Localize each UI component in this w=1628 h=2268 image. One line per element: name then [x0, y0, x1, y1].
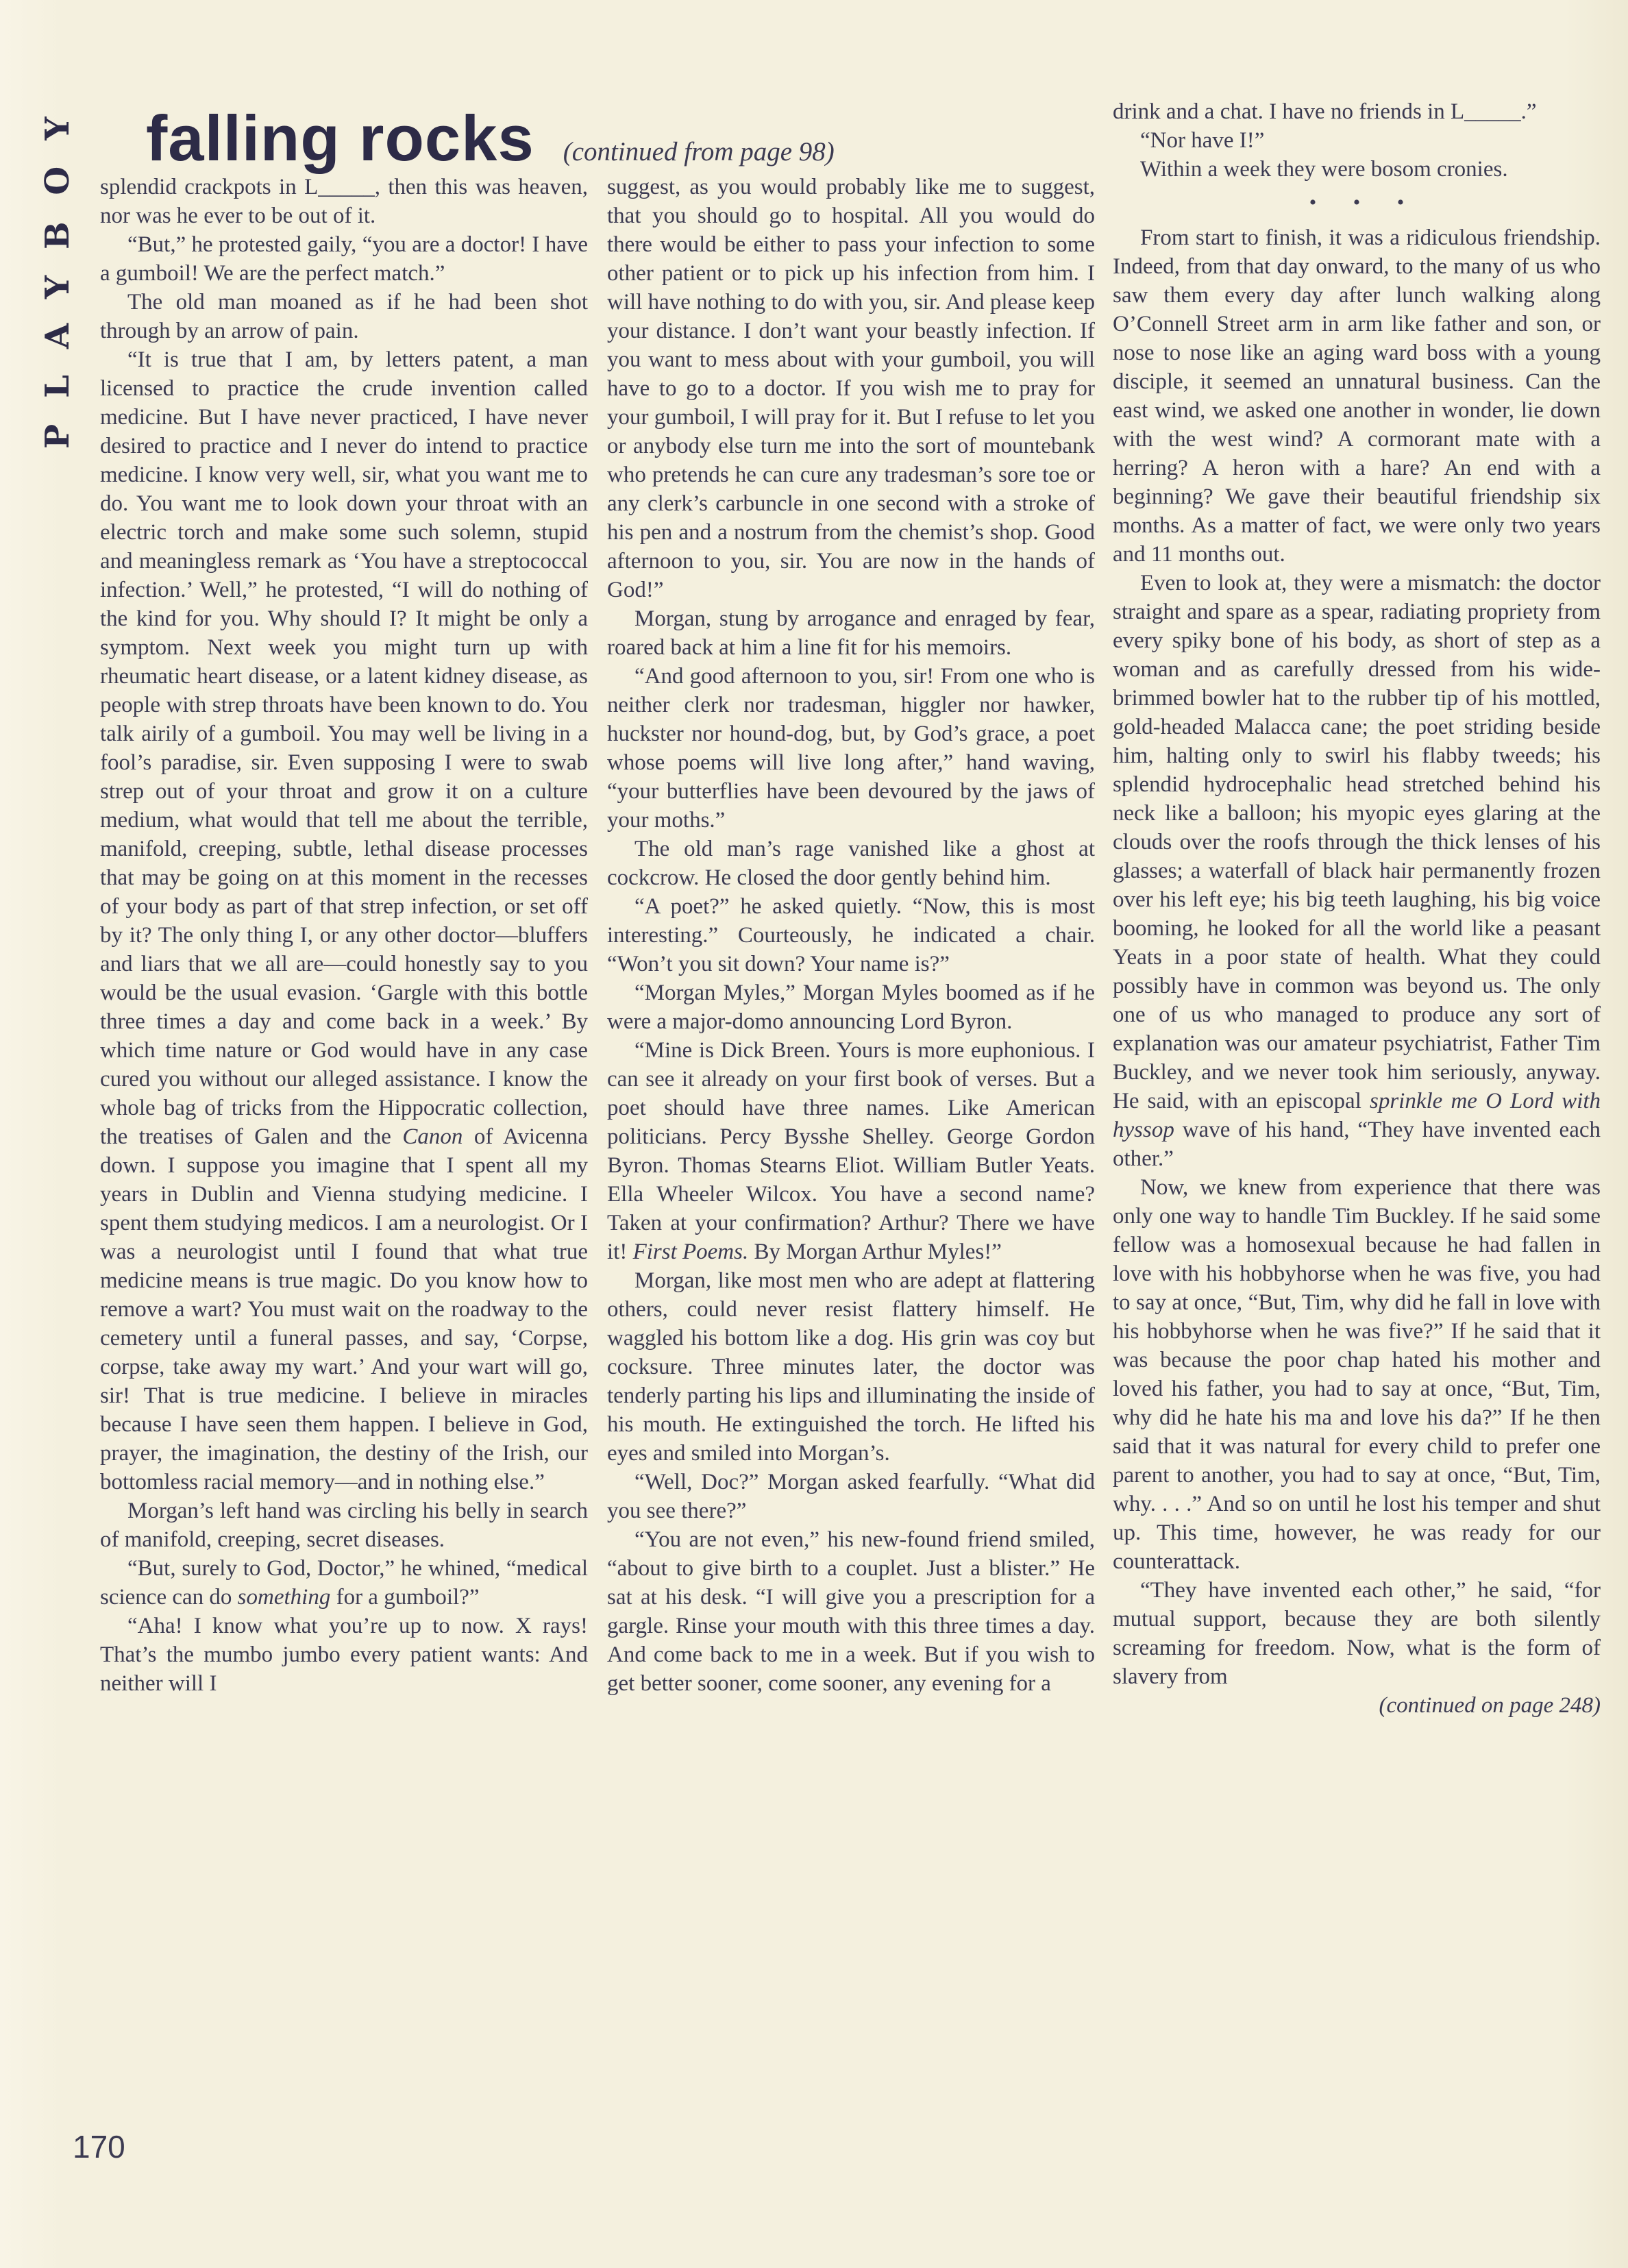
paragraph: “Well, Doc?” Morgan asked fearfully. “What did you see there?” — [607, 1470, 1095, 1523]
continued-on-note: (continued on page 248) — [1379, 1693, 1601, 1718]
paragraph: “But,” he protested gaily, “you are a doctor! I have a gumboil! We are the perfect match.” — [100, 232, 588, 286]
paragraph: “You are not even,” his new-found friend smiled, “about to give birth to a couplet. Just a blister.” He sat at his desk. “I will give you a prescription for a gargle. Rinse your mouth with this three times a day. And come back to me in a week. But if you wish to get better sooner, come sooner, any evening for a — [607, 1527, 1095, 1696]
article-title: falling rocks — [146, 102, 534, 174]
text-column-3 — [1113, 97, 1601, 1720]
paragraph: Within a week they were bosom cronies. — [1140, 157, 1508, 182]
section-separator: • • • — [1309, 191, 1405, 214]
paragraph: Even to look at, they were a mismatch: the doctor straight and spare as a spear, radiating propriety from every spiky bone of his body, as short of step as a woman and as carefully dressed from his wide-brimmed bowler hat to the rubber tip of his mottled, gold-headed Malacca cane; the poet striding beside him, halting only to swirl his flabby tweeds; his splendid hydrocephalic head stretched behind his neck like a balloon; his myopic eyes glaring at the clouds over the roofs through the thick lenses of his glasses; a waterfall of black hair permanently frozen over his left eye; his big teeth laughing, his big voice booming, he looked for all the world like a peasant Yeats in a poor state of health. What they could possibly have in common was beyond us. The only one of us who managed to produce any sort of explanation was our amateur psychiatrist, Father Tim Buckley, and we never took him seriously, anyway. He said, with an episcopal sprinkle me O Lord with hyssop wave of his hand, “They have invented each other.” — [1113, 571, 1601, 1171]
paragraph: “They have invented each other,” he said, “for mutual support, because they are both silently screaming for freedom. Now, what is the form of slavery from — [1113, 1578, 1601, 1689]
paragraph: Now, we knew from experience that there was only one way to handle Tim Buckley. If he said some fellow was a homosexual because he had fallen in love with his hobbyhorse when he was five, you had to say at once, “But, Tim, why did he fall in love with his hobbyhorse when he was five?” If he said that it was because the poor chap hated his mother and loved his father, you had to say at once, “But, Tim, why did he hate his ma and love his da?” If he then said that it was natural for every child to prefer one parent to another, you had to say at once, “But, Tim, why. . . .” And so on until he lost his temper and shut up. This time, however, he was ready for our counterattack. — [1113, 1175, 1601, 1574]
paragraph: “It is true that I am, by letters patent, a man licensed to practice the crude invention called medicine. But I have never practiced, I have never desired to practice and I never do intend to practice medicine. I know very well, sir, what you want me to do. You want me to look down your throat with an electric torch and make some such solemn, stupid and meaningless remark as ‘You have a streptococcal infection.’ Well,” he protested, “I will do nothing of the kind for you. Why should I? It might be only a symptom. Next week you might turn up with rheumatic heart disease, or a latent kidney disease, as people with strep throats have been known to do. You talk airily of a gumboil. You may well be living in a fool’s paradise, sir. Even supposing I were to swab strep out of your throat and grow it on a culture medium, what would that tell me about the terrible, manifold, creeping, subtle, lethal disease processes that may be going on at this moment in the recesses of your body as part of that strep infection, or set off by it? The only thing I, or any other doctor—bluffers and liars that we all are—could honestly say to you would be the usual evasion. ‘Gargle with this bottle three times a day and come back in a week.’ By which time nature or God would have in any case cured you without our alleged assistance. I know the whole bag of tricks from the Hippocratic collection, the treatises of Galen and the Canon of Avicenna down. I suppose you imagine that I spent all my years in Dublin and Vienna studying medicine. I spent them studying medicos. I am a neurologist. Or I was a neurologist until I found that what true medicine means is true magic. Do you know how to remove a wart? You must wait on the roadway to the cemetery until a funeral passes, and say, ‘Corpse, corpse, take away my wart.’ And your wart will go, sir! That is true medicine. I believe in miracles because I have seen them happen. I believe in God, prayer, the imagination, the destiny of the Irish, our bottomless racial memory—and in nothing else.” — [100, 347, 588, 1494]
paragraph: “Nor have I!” — [1140, 128, 1265, 153]
text-column-2 — [607, 173, 1095, 1698]
paragraph: suggest, as you would probably like me to suggest, that you should go to hospital. All you would do there would be either to pass your infection to some other patient or to pick up his infection from him. I will have nothing to do with you, sir. And please keep your distance. I don’t want your beastly infection. If you want to mess about with your gumboil, you will have to go to a doctor. If you wish me to pray for your gumboil, I will pray for it. But I refuse to let you or anybody else turn me into the sort of mountebank who pretends he can cure any tradesman’s sore toe or any clerk’s carbuncle in one second with a stroke of his pen and a nostrum from the chemist’s shop. Good afternoon to you, sir. You are now in the hands of God!” — [607, 175, 1095, 602]
article-header — [146, 101, 835, 175]
paragraph: splendid crackpots in L_____, then this was heaven, nor was he ever to be out of it. — [100, 175, 588, 228]
paragraph: Morgan’s left hand was circling his belly in search of manifold, creeping, secret diseases. — [100, 1499, 588, 1552]
paragraph: “Aha! I know what you’re up to now. X rays! That’s the mumbo jumbo every patient wants: And neither will I — [100, 1614, 588, 1696]
paragraph: The old man’s rage vanished like a ghost at cockcrow. He closed the door gently behind him. — [607, 837, 1095, 890]
page-number: 170 — [73, 2129, 125, 2165]
paragraph: “Morgan Myles,” Morgan Myles boomed as if he were a major-domo announcing Lord Byron. — [607, 981, 1095, 1034]
paragraph: “But, surely to God, Doctor,” he whined, “medical science can do something for a gumboil?” — [100, 1556, 588, 1610]
paragraph: “And good afternoon to you, sir! From one who is neither clerk nor tradesman, higgler nor hawker, huckster nor hound-dog, but, by God’s grace, a poet whose poems will live long after,” hand waving, “your butterflies have been devoured by the jaws of your moths.” — [607, 664, 1095, 833]
text-column-1 — [100, 173, 588, 1698]
paragraph: “A poet?” he asked quietly. “Now, this is most interesting.” Courteously, he indicated a chair. “Won’t you sit down? Your name is?” — [607, 894, 1095, 976]
paragraph: Morgan, stung by arrogance and enraged by fear, roared back at him a line fit for his memoirs. — [607, 606, 1095, 660]
paragraph: drink and a chat. I have no friends in L_____.” — [1113, 99, 1537, 124]
playboy-spine-label: PLAYBOY — [38, 90, 77, 449]
continued-from-note: (continued from page 98) — [563, 137, 835, 167]
paragraph: “Mine is Dick Breen. Yours is more euphonious. I can see it already on your first book of verses. But a poet should have three names. Like American politicians. Percy Bysshe Shelley. George Gordon Byron. Thomas Stearns Eliot. William Butler Yeats. Ella Wheeler Wilcox. You have a second name? Taken at your confirmation? Arthur? There we have it! First Poems. By Morgan Arthur Myles!” — [607, 1038, 1095, 1264]
paragraph: From start to finish, it was a ridiculous friendship. Indeed, from that day onward, to the many of us who saw them every day after lunch walking along O’Connell Street arm in arm like father and son, or nose to nose like an aging ward boss with a young disciple, it seemed an unnatural business. Can the east wind, we asked one another in wonder, lie down with the west wind? A cormorant mate with a herring? A heron with a hare? An end with a beginning? We gave their beautiful friendship six months. As a matter of fact, we were only two years and 11 months out. — [1113, 225, 1601, 567]
paragraph: Morgan, like most men who are adept at flattering others, could never resist flattery himself. He waggled his bottom like a dog. His grin was coy but cocksure. Three minutes later, the doctor was tenderly parting his lips and illuminating the inside of his mouth. He extinguished the torch. He lifted his eyes and smiled into Morgan’s. — [607, 1268, 1095, 1466]
paragraph: The old man moaned as if he had been shot through by an arrow of pain. — [100, 290, 588, 343]
